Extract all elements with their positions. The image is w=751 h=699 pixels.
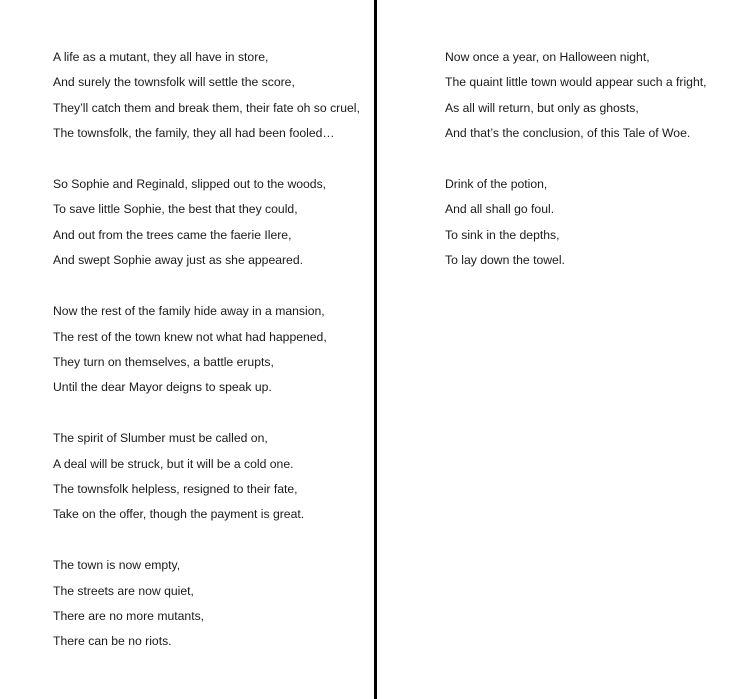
stanza <box>53 45 360 147</box>
poem-line: And all shall go foul. <box>445 202 555 217</box>
page-divider <box>374 0 377 699</box>
poem-line: To sink in the depths, <box>445 227 560 242</box>
poem-line: To save little Sophie, the best that they could, <box>53 202 298 217</box>
poem-line: The rest of the town knew not what had happened, <box>53 329 327 344</box>
poem-line: And that’s the conclusion, of this Tale of Woe. <box>445 126 691 141</box>
poem-line: Drink of the potion, <box>445 177 548 192</box>
stanza <box>445 172 707 274</box>
poem-line: The town is now empty, <box>53 558 181 573</box>
stanza <box>53 553 360 655</box>
poem-line: Now once a year, on Halloween night, <box>445 50 650 64</box>
poem-line: The townsfolk, the family, they all had been fooled… <box>53 126 335 141</box>
poem-line: And surely the townsfolk will settle the score, <box>53 75 295 90</box>
poem-line: Until the dear Mayor deigns to speak up. <box>53 380 272 395</box>
left-page <box>0 0 375 699</box>
poem-line: Now the rest of the family hide away in a mansion, <box>53 304 325 319</box>
poem-column-left <box>53 45 360 680</box>
poem-line: They’ll catch them and break them, their fate oh so cruel, <box>53 100 360 115</box>
poem-line: Take on the offer, though the payment is great. <box>53 507 305 522</box>
poem-line: There can be no riots. <box>53 634 172 649</box>
right-page <box>378 0 751 699</box>
poem-line: A deal will be struck, but it will be a cold one. <box>53 456 294 471</box>
poem-line: A life as a mutant, they all have in store, <box>53 50 269 64</box>
poem-line: There are no more mutants, <box>53 609 205 624</box>
poem-line: To lay down the towel. <box>445 253 565 268</box>
stanza <box>53 426 360 528</box>
poem-column-right <box>445 45 707 299</box>
poem-line: They turn on themselves, a battle erupts, <box>53 354 274 369</box>
stanza <box>445 45 707 147</box>
poem-line: As all will return, but only as ghosts, <box>445 100 639 115</box>
poem-line: And out from the trees came the faerie Ilere, <box>53 227 292 242</box>
poem-line: The quaint little town would appear such a fright, <box>445 75 707 90</box>
poem-line: The townsfolk helpless, resigned to their fate, <box>53 481 298 496</box>
poem-line: The spirit of Slumber must be called on, <box>53 431 268 446</box>
poem-line: The streets are now quiet, <box>53 583 194 598</box>
poem-line: And swept Sophie away just as she appeared. <box>53 253 304 268</box>
poem-line: So Sophie and Reginald, slipped out to the woods, <box>53 177 327 192</box>
stanza <box>53 172 360 274</box>
stanza <box>53 299 360 401</box>
